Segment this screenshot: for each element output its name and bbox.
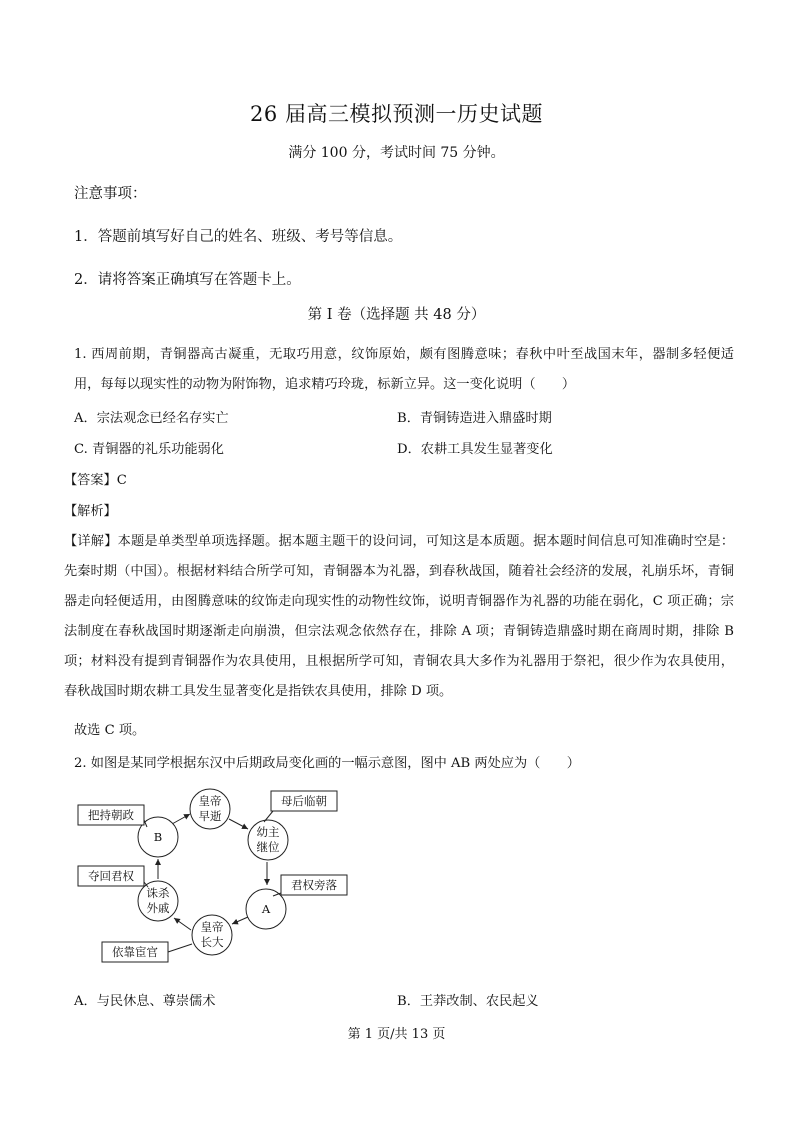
notice-heading: 注意事项： bbox=[74, 186, 147, 202]
box-eunuch-text: 依靠宦官 bbox=[112, 945, 158, 959]
q1-stem: 1. 西周前期，青铜器高古凝重，无取巧用意，纹饰原始，颇有图腾意味；春秋中叶至战国末年，器制多轻便适用，每每以现实性的动物为附饰物，追求精巧玲珑，标新立异。这一变化说明（ ） bbox=[74, 347, 734, 392]
detail-text: 本题是单类型单项选择题。据本题主题干的设问词，可知这是本质题。据本题时间信息可知准确时空是：先秦时期（中国）。根据材料结合所学可知，青铜器本为礼器，到春秋战国，随着社会经济的发展，礼崩乐坏，青铜器走向轻便适用，由图腾意味的纹饰走向现实性的动物性纹饰，说明青铜器作为礼器的功能在弱化，C 项正确；宗法制度在春秋战国时期逐渐走向崩溃，但宗法观念依然存在，排除 A 项；青铜铸造鼎盛时期在商周时期，排除 B 项；材料没有提到青铜器作为农具使用，且根据所学可知，青铜农具大多作为礼器用于祭祀，很少作为农具使用，春秋战国时期农耕工具发生显著变化是指铁农具使用，排除 D 项。 bbox=[64, 534, 735, 699]
page-footer: 第 1 页/共 13 页 bbox=[347, 1027, 446, 1042]
answer-label: 【答案】 bbox=[64, 473, 117, 488]
circle-b-label: B bbox=[153, 830, 163, 844]
q1-analysis-label: 【解析】 bbox=[64, 504, 117, 519]
box-mother-text: 母后临朝 bbox=[281, 794, 327, 808]
circle-a-label: A bbox=[261, 902, 271, 916]
circle-bottom-line2: 长大 bbox=[200, 935, 224, 949]
q1-detail bbox=[64, 527, 734, 707]
box-reclaim-text: 夺回君权 bbox=[88, 869, 134, 883]
circle-right-line2: 继位 bbox=[256, 840, 280, 854]
box-power-text: 君权旁落 bbox=[291, 878, 337, 892]
circle-top-line1: 皇帝 bbox=[198, 794, 222, 808]
answer-value: C bbox=[116, 473, 127, 488]
politics-cycle-diagram bbox=[72, 784, 362, 970]
exam-info: 满分 100 分，考试时间 75 分钟。 bbox=[288, 145, 505, 161]
detail-label: 【详解】 bbox=[64, 534, 118, 549]
circle-left-line1: 诛杀 bbox=[146, 886, 170, 900]
q1-option-d: D．农耕工具发生显著变化 bbox=[397, 442, 553, 457]
notice-item-1: 1．答题前填写好自己的姓名、班级、考号等信息。 bbox=[74, 229, 403, 245]
circle-top-line2: 早逝 bbox=[198, 809, 222, 823]
circle-bottom-line1: 皇帝 bbox=[200, 920, 224, 934]
page-title: 26 届高三模拟预测一历史试题 bbox=[250, 102, 543, 126]
q1-option-b: B．青铜铸造进入鼎盛时期 bbox=[397, 411, 552, 426]
notice-item-2: 2．请将答案正确填写在答题卡上。 bbox=[74, 272, 301, 288]
q1-option-c: C. 青铜器的礼乐功能弱化 bbox=[74, 442, 224, 457]
q1-option-a: A．宗法观念已经名存实亡 bbox=[74, 411, 229, 426]
section-title: 第 I 卷（选择题 共 48 分） bbox=[307, 307, 486, 323]
circle-left-line2: 外戚 bbox=[146, 901, 170, 915]
q2-stem: 2. 如图是某同学根据东汉中后期政局变化画的一幅示意图，图中 AB 两处应为（ ） bbox=[74, 756, 580, 771]
box-control-text: 把持朝政 bbox=[88, 808, 134, 822]
q1-answer bbox=[64, 469, 127, 488]
q2-option-a: A．与民休息、尊崇儒术 bbox=[74, 994, 216, 1009]
circle-right-line1: 幼主 bbox=[256, 825, 280, 839]
q2-option-b: B．王莽改制、农民起义 bbox=[397, 994, 539, 1009]
q1-conclusion: 故选 C 项。 bbox=[74, 723, 146, 738]
